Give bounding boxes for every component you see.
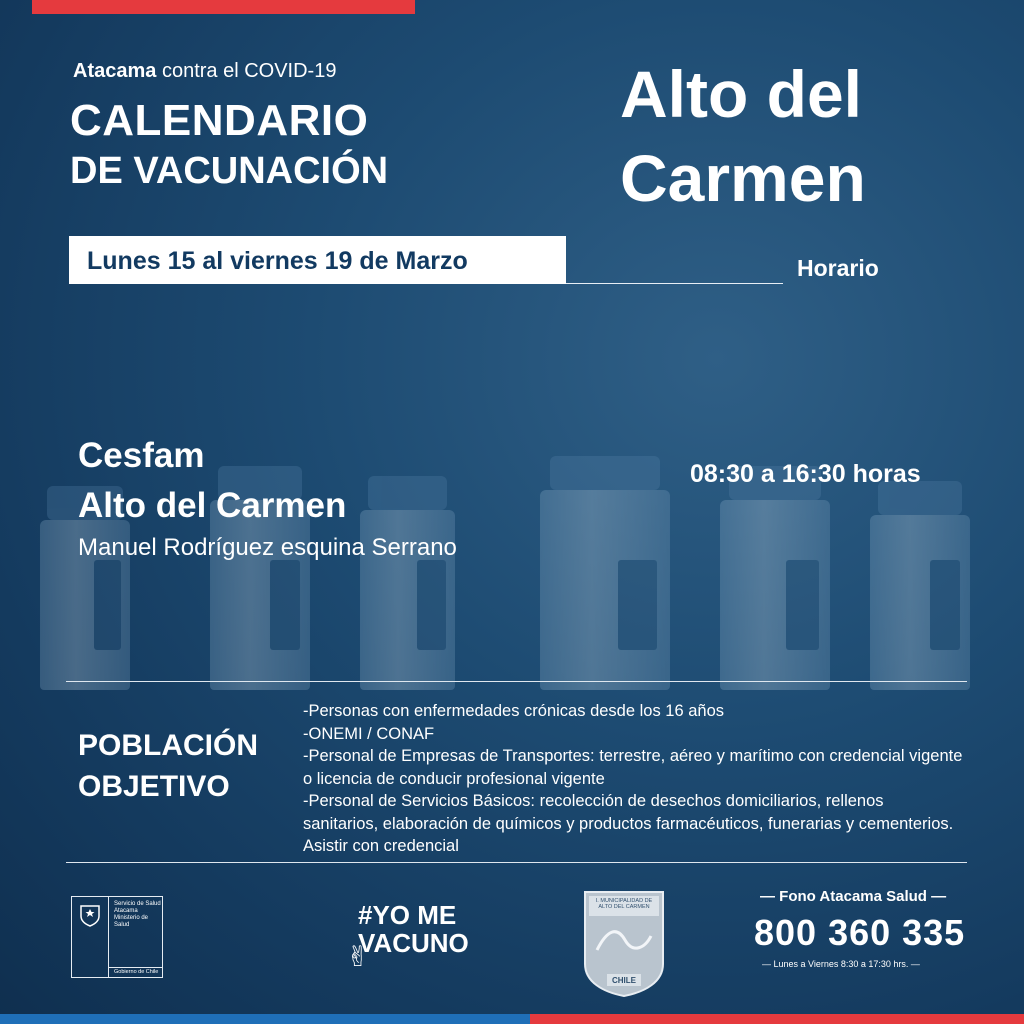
phone-label: — Fono Atacama Salud — [760,888,947,905]
list-item: -Personal de Empresas de Transportes: terrestre, aéreo y marítimo con credencial vigente o licencia de conducir profesional vigente [303,747,963,788]
campaign-kicker: Atacama contra el COVID-19 [73,60,337,82]
date-underline [566,283,783,284]
center-name-line-2: Alto del Carmen [78,486,347,525]
list-item: -ONEMI / CONAF [303,724,435,743]
horario-label: Horario [797,255,879,281]
target-label-line-1: POBLACIÓN [78,729,258,762]
municipality-shield-logo: I. MUNICIPALIDAD DE ALTO DEL CARMEN CHILE [583,890,665,998]
bottom-blue-bar [0,1014,530,1024]
peace-hand-icon: ✌ [346,941,370,972]
servicio-salud-logo: Servicio de Salud Atacama Ministerio de Salud Gobierno de Chile [71,896,163,978]
title-line-2: DE VACUNACIÓN [70,150,389,192]
top-red-bar [32,0,415,14]
divider-bottom [66,862,967,863]
place-title: Alto del Carmen [620,57,866,215]
target-population-list [303,700,963,858]
target-label-line-2: OBJETIVO [78,770,230,803]
chile-shield-icon [78,903,102,927]
phone-hours: — Lunes a Viernes 8:30 a 17:30 hrs. — [762,959,920,969]
opening-hours: 08:30 a 16:30 horas [690,460,921,488]
list-item: -Personal de Servicios Básicos: recolección de desechos domiciliarios, rellenos sanitarios, elaboración de químicos y productos farmacéuticos, funerarias y cementerios. Asistir con credencial [303,792,954,855]
center-address: Manuel Rodríguez esquina Serrano [78,534,457,561]
center-name-line-1: Cesfam [78,436,205,475]
date-range: Lunes 15 al viernes 19 de Marzo [69,236,566,284]
divider-top [66,681,967,682]
bottom-red-bar [530,1014,1024,1024]
yo-me-vacuno-logo: #YO ME VACUNO ✌ [346,900,469,972]
list-item: -Personas con enfermedades crónicas desde los 16 años [303,702,724,720]
phone-number[interactable]: 800 360 335 [754,912,966,953]
title-line-1: CALENDARIO [70,96,369,145]
